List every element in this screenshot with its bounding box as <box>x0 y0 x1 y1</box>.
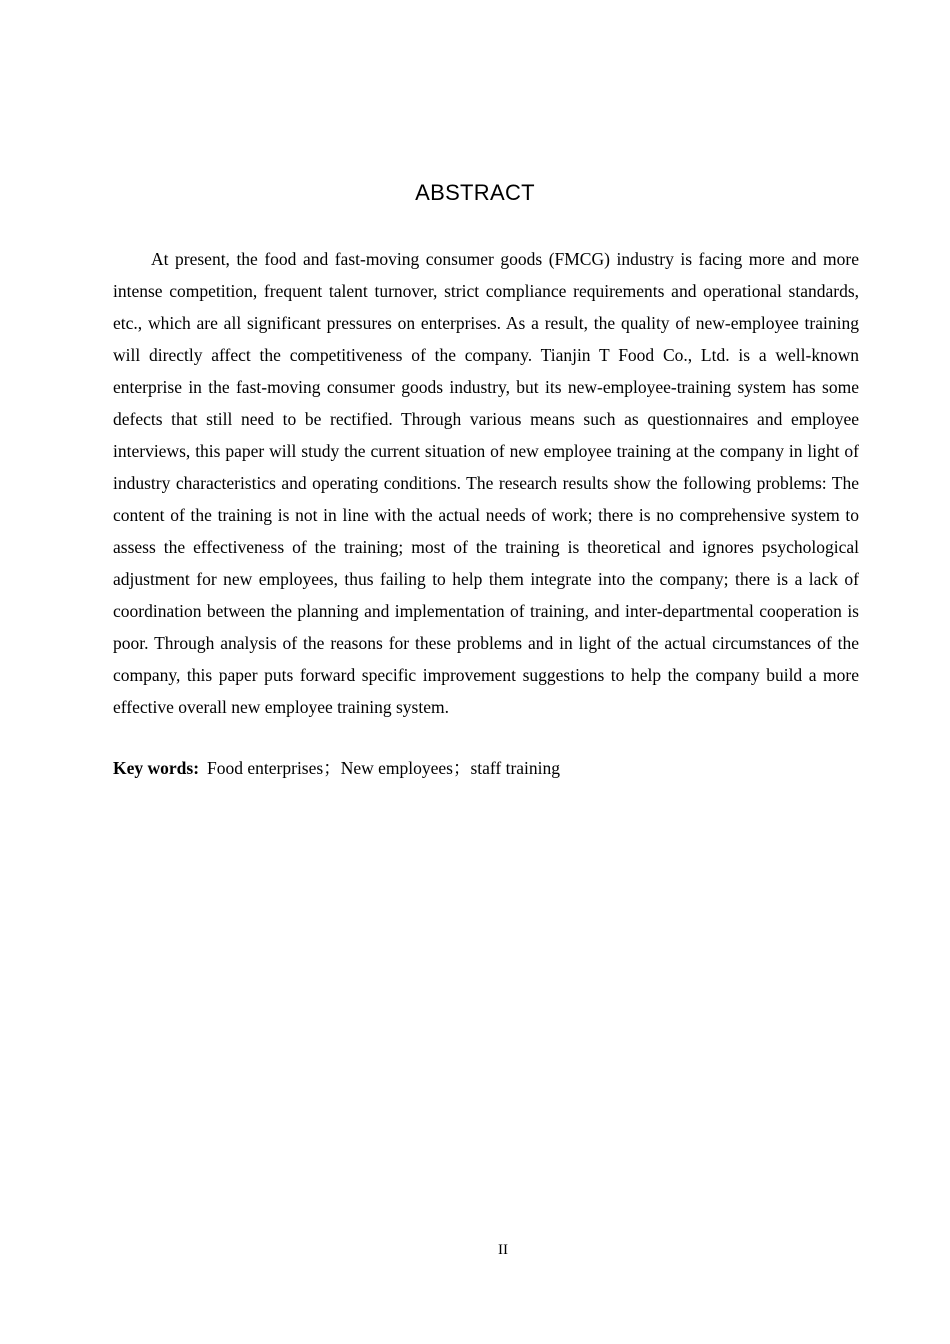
keywords-list: Food enterprises；New employees；staff training <box>207 758 561 778</box>
keywords-label: Key words: <box>113 758 200 778</box>
page-number: II <box>498 1242 508 1258</box>
abstract-paragraph: At present, the food and fast-moving consumer goods (FMCG) industry is facing more and more intense competition, frequent talent turnover, strict compliance requirements and operational standards, etc., which are all significant pressures on enterprises. As a result, the quality of new-employee training will directly affect the competitiveness of the company. Tianjin T Food Co., Ltd. is a well-known enterprise in the fast-moving consumer goods industry, but its new-employee-training system has some defects that still need to be rectified. Through various means such as questionnaires and employee interviews, this paper will study the current situation of new employee training at the company in light of industry characteristics and operating conditions. The research results show the following problems: The content of the training is not in line with the actual needs of work; there is no comprehensive system to assess the effectiveness of the training; most of the training is theoretical and ignores psychological adjustment for new employees, thus failing to help them integrate into the company; there is a lack of coordination between the planning and implementation of training, and inter-departmental cooperation is poor. Through analysis of the reasons for these problems and in light of the actual circumstances of the company, this paper puts forward specific improvement suggestions to help the company build a more effective overall new employee training system. <box>113 249 859 717</box>
keywords-line <box>113 755 859 781</box>
abstract-title: ABSTRACT <box>415 180 535 205</box>
